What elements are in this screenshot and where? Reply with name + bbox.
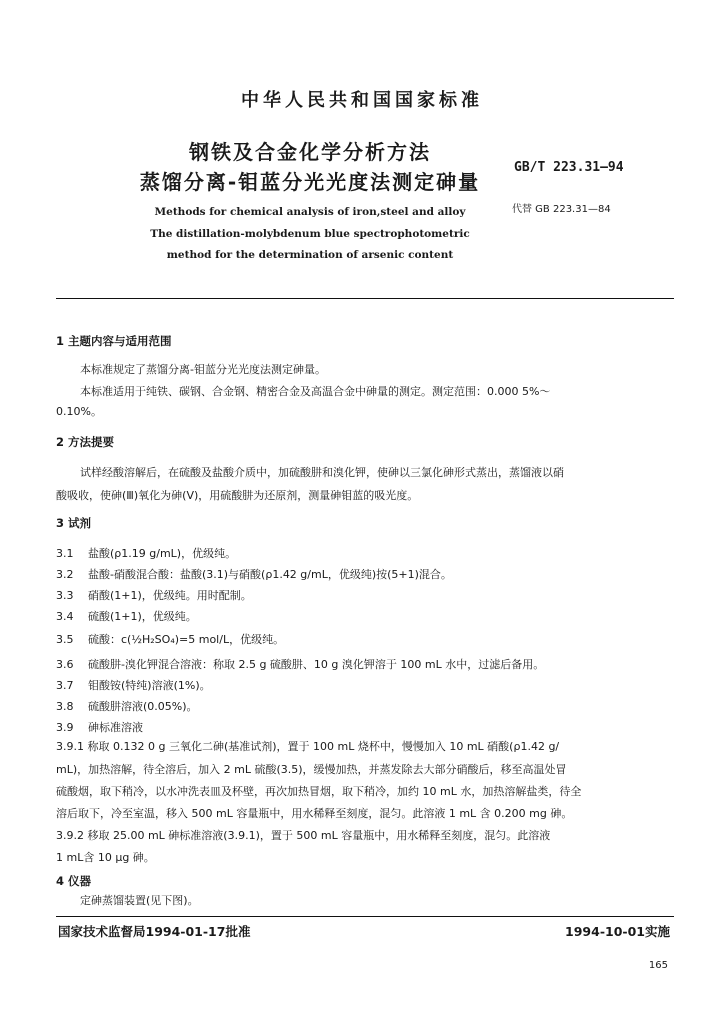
item-3-9-1-line-3: 硫酸烟，取下稍冷，以水冲洗表皿及杯壁，再次加热冒烟，取下稍冷，加约 10 mL 水，加热溶解盐类，待全 xyxy=(56,785,582,798)
section-2-para-line-2: 酸吸收，使砷(Ⅲ)氧化为砷(Ⅴ)，用硫酸肼为还原剂，测量砷钼蓝的吸光度。 xyxy=(56,489,419,502)
section-1-para-1: 本标准规定了蒸馏分离-钼蓝分光光度法测定砷量。 xyxy=(80,363,326,376)
replaced-standard: 代替 GB 223.31—84 xyxy=(512,204,611,215)
item-text: 硝酸(1+1)，优级纯。用时配制。 xyxy=(88,589,252,602)
reagent-item xyxy=(56,545,674,561)
item-number: 3.6 xyxy=(56,658,74,671)
title-english-line-3: method for the determination of arsenic content xyxy=(166,249,454,261)
reagent-item xyxy=(56,698,674,714)
reagent-item xyxy=(56,677,674,693)
section-1-para-2-line-1: 本标准适用于纯铁、碳钢、合金钢、精密合金及高温合金中砷量的测定。测定范围：0.000 5%～ xyxy=(80,385,551,398)
item-number: 3.8 xyxy=(56,700,74,713)
footer-divider xyxy=(56,916,674,917)
item-3-9-2-line-1: 3.9.2 移取 25.00 mL 砷标准溶液(3.9.1)，置于 500 mL 容量瓶中，用水稀释至刻度，混匀。此溶液 xyxy=(56,829,551,842)
item-text: 硫酸(1+1)，优级纯。 xyxy=(88,610,197,623)
reagent-item xyxy=(56,566,674,582)
section-2-heading: 2 方法提要 xyxy=(56,435,115,449)
title-english-line-2: The distillation-molybdenum blue spectrophotometric xyxy=(150,228,470,240)
issuing-authority: 中华人民共和国国家标准 xyxy=(241,90,483,111)
item-text: 砷标准溶液 xyxy=(88,721,143,734)
section-4-para: 定砷蒸馏装置(见下图)。 xyxy=(80,894,199,907)
item-3-9-1-line-2: mL)，加热溶解，待全溶后，加入 2 mL 硫酸(3.5)，缓慢加热，并蒸发除去大部分硝酸后，移至高温处冒 xyxy=(56,763,567,776)
item-number: 3.3 xyxy=(56,589,74,602)
item-number: 3.1 xyxy=(56,547,74,560)
item-3-9-1-line-1: 3.9.1 称取 0.132 0 g 三氧化二砷(基准试剂)，置于 100 mL 烧杯中，慢慢加入 10 mL 硝酸(ρ1.42 g/ xyxy=(56,740,560,753)
item-number: 3.4 xyxy=(56,610,74,623)
title-chinese-line-2: 蒸馏分离-钼蓝分光光度法测定砷量 xyxy=(139,170,481,194)
title-english-line-1: Methods for chemical analysis of iron,steel and alloy xyxy=(154,206,466,218)
page-number: 165 xyxy=(648,960,668,971)
section-1-para-2-line-2: 0.10%。 xyxy=(56,405,102,418)
section-2-para-line-1: 试样经酸溶解后，在硫酸及盐酸介质中，加硫酸肼和溴化钾，使砷以三氯化砷形式蒸出，蒸馏液以硝 xyxy=(80,466,564,479)
item-number: 3.7 xyxy=(56,679,74,692)
item-3-9-1-line-4: 溶后取下，冷至室温，移入 500 mL 容量瓶中，用水稀释至刻度，混匀。此溶液 1 mL 含 0.200 mg 砷。 xyxy=(56,807,573,820)
item-number: 3.9 xyxy=(56,721,74,734)
reagent-item xyxy=(56,656,674,672)
item-text: 盐酸(ρ1.19 g/mL)，优级纯。 xyxy=(88,547,237,560)
implementation-date: 1994-10-01实施 xyxy=(565,924,670,939)
item-text: 盐酸-硝酸混合酸：盐酸(3.1)与硝酸(ρ1.42 g/mL，优级纯)按(5+1)混合。 xyxy=(88,568,452,581)
section-3-heading: 3 试剂 xyxy=(56,516,92,530)
reagent-item xyxy=(56,608,674,624)
item-3-9-2-line-2: 1 mL含 10 μg 砷。 xyxy=(56,851,155,864)
header-divider xyxy=(56,298,674,299)
item-text: 硫酸肼-溴化钾混合溶液：称取 2.5 g 硫酸肼、10 g 溴化钾溶于 100 mL 水中，过滤后备用。 xyxy=(88,658,545,671)
reagent-item xyxy=(56,631,674,647)
item-number: 3.2 xyxy=(56,568,74,581)
item-text: 钼酸铵(特纯)溶液(1%)。 xyxy=(88,679,211,692)
approval-date: 国家技术监督局1994-01-17批准 xyxy=(58,924,251,939)
item-text: 硫酸：c(½H₂SO₄)=5 mol/L，优级纯。 xyxy=(88,633,285,646)
standard-code: GB/T 223.31—94 xyxy=(514,160,624,175)
item-text: 硫酸肼溶液(0.05%)。 xyxy=(88,700,198,713)
reagent-item xyxy=(56,719,674,735)
section-1-heading: 1 主题内容与适用范围 xyxy=(56,334,172,348)
item-number: 3.5 xyxy=(56,633,74,646)
section-4-heading: 4 仪器 xyxy=(56,874,92,888)
reagent-item xyxy=(56,587,674,603)
title-chinese-line-1: 钢铁及合金化学分析方法 xyxy=(189,140,431,164)
